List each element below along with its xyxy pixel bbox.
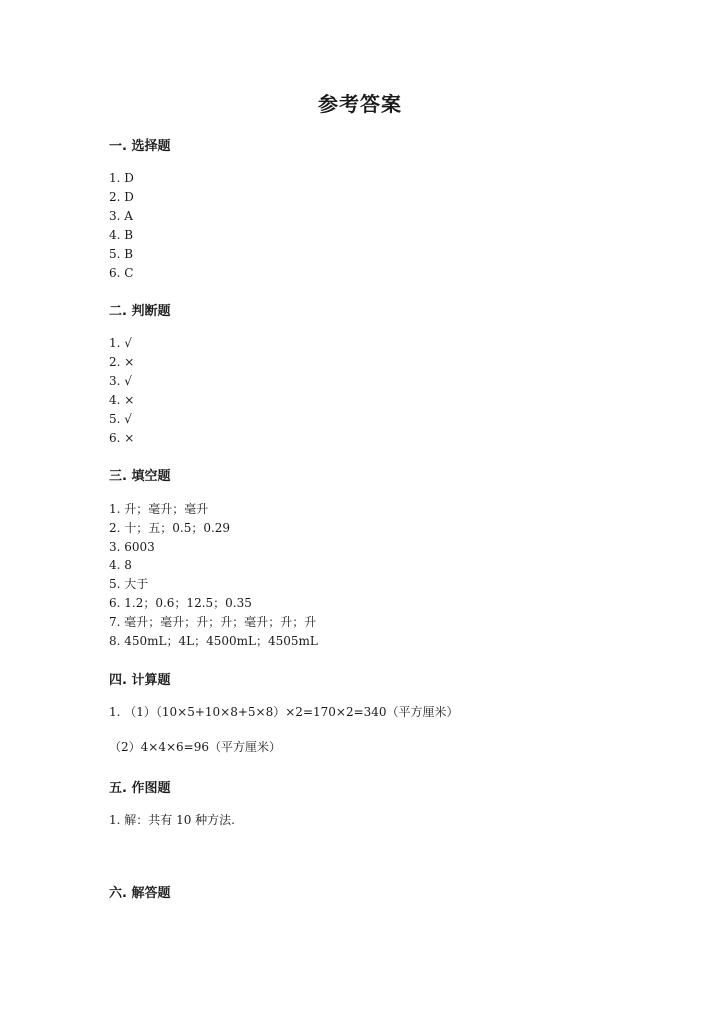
answer-line: 3. √ xyxy=(109,374,132,388)
answer-line: 7. 毫升；毫升；升；升；毫升；升；升 xyxy=(109,615,317,629)
section-heading-calculation: 四. 计算题 xyxy=(109,673,171,688)
answer-line: 4. × xyxy=(109,393,135,407)
section-heading-judgment: 二. 判断题 xyxy=(109,304,171,319)
answer-line: 1. 升；毫升；毫升 xyxy=(109,502,209,516)
answer-line: 1. D xyxy=(109,171,134,185)
answer-line: 6. C xyxy=(109,266,134,280)
section-heading-solution: 六. 解答题 xyxy=(109,886,171,901)
answer-line: （2）4×4×6=96（平方厘米） xyxy=(109,740,281,754)
answer-line: 5. 大于 xyxy=(109,577,149,591)
answer-line: 4. B xyxy=(109,228,134,242)
answer-line: 8. 450mL；4L；4500mL；4505mL xyxy=(109,634,318,648)
section-heading-choice: 一. 选择题 xyxy=(109,139,171,154)
answer-line: 6. 1.2；0.6；12.5；0.35 xyxy=(109,596,252,610)
answer-line: 3. 6003 xyxy=(109,540,155,554)
answer-line: 2. D xyxy=(109,190,134,204)
answer-line: 1. 解：共有 10 种方法. xyxy=(109,813,235,827)
answer-line: 6. × xyxy=(109,431,135,445)
section-heading-drawing: 五. 作图题 xyxy=(109,781,171,796)
answer-line: 1. （1）（10×5+10×8+5×8）×2=170×2=340（平方厘米） xyxy=(109,705,459,719)
answer-line: 4. 8 xyxy=(109,558,132,572)
answer-line: 2. 十；五；0.5；0.29 xyxy=(109,521,231,535)
answer-line: 1. √ xyxy=(109,336,132,350)
answer-line: 2. × xyxy=(109,355,135,369)
answer-line: 5. √ xyxy=(109,412,132,426)
section-heading-fill-blank: 三. 填空题 xyxy=(109,469,171,484)
page-title: 参考答案 xyxy=(318,92,402,116)
answer-line: 3. A xyxy=(109,209,133,223)
answer-line: 5. B xyxy=(109,247,134,261)
